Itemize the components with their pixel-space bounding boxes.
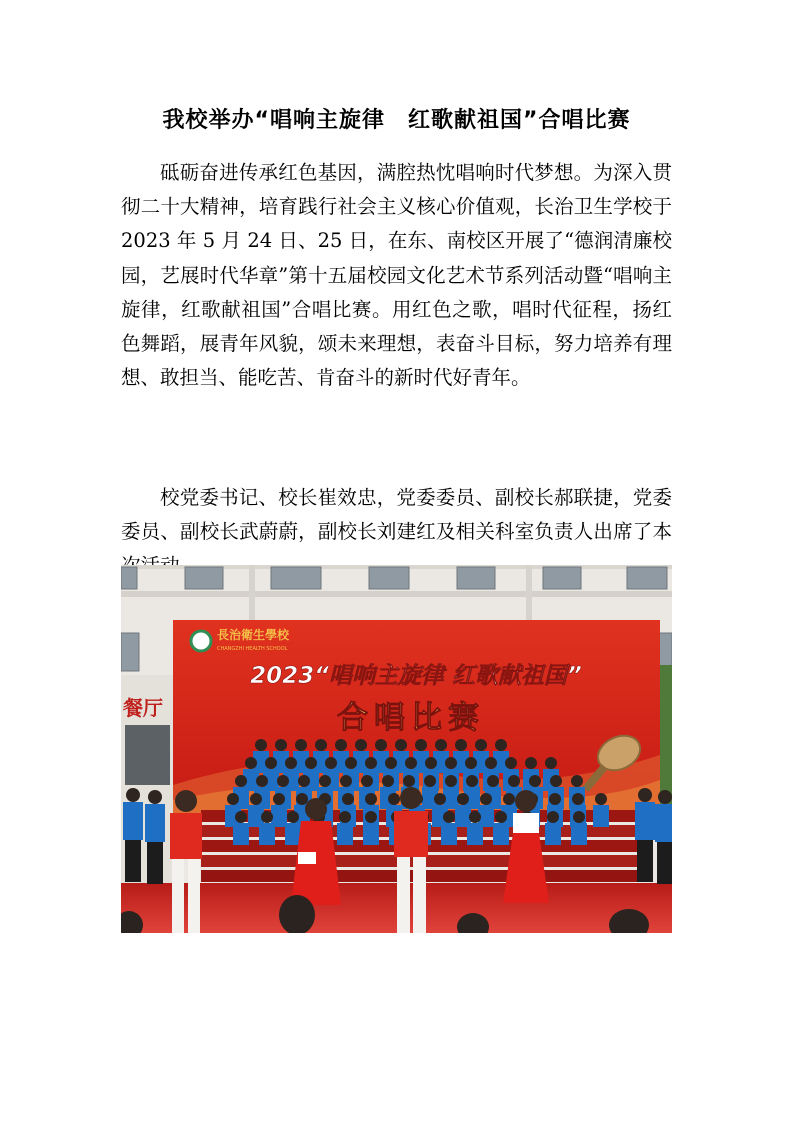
choir-member-head (466, 775, 478, 787)
choir-member-head (469, 811, 481, 823)
choir-member-uniform (545, 823, 561, 845)
choir-member-head (485, 757, 497, 769)
choir-member-head (457, 793, 469, 805)
choir-member-head (365, 757, 377, 769)
article-title: 我校举办“唱响主旋律 红歌献祖国”合唱比赛 (162, 108, 631, 133)
choir-member-head (315, 739, 327, 751)
choir-member-head (287, 811, 299, 823)
choir-member-head (296, 793, 308, 805)
choir-member-head (361, 775, 373, 787)
choir-member-head (571, 775, 583, 787)
choir-member-uniform (593, 805, 609, 827)
choir-member-head (295, 739, 307, 751)
article-paragraph-2: 校党委书记、校长崔效忠，党委委员、副校长郝联捷，党委委员、副校长武蔚蔚，副校长刘建红及相关科室负责人出席了本 (121, 486, 672, 544)
banner-school-name-en: CHANGZHI HEALTH SCHOOL (217, 646, 288, 652)
choir-member-head (345, 757, 357, 769)
choir-member-head (382, 775, 394, 787)
side-student-head (658, 790, 672, 804)
choir-member-head (573, 811, 585, 823)
choir-member-head (385, 757, 397, 769)
choir-member-head (455, 739, 467, 751)
choir-member-head (503, 793, 515, 805)
choir-member-head (375, 739, 387, 751)
choir-member-head (487, 775, 499, 787)
side-student-uniform (123, 802, 143, 840)
choir-member-uniform (493, 823, 509, 845)
choir-member-head (365, 793, 377, 805)
choir-member-uniform (571, 823, 587, 845)
choir-member-head (547, 811, 559, 823)
side-student-uniform (655, 804, 672, 842)
choir-member-head (595, 793, 607, 805)
choir-member-uniform (441, 823, 457, 845)
choir-member-head (434, 793, 446, 805)
choir-member-head (285, 757, 297, 769)
choir-member-head (435, 739, 447, 751)
choir-member-head (235, 775, 247, 787)
choir-member-head (277, 775, 289, 787)
choir-member-head (325, 757, 337, 769)
choir-member-head (355, 739, 367, 751)
choir-member-uniform (233, 823, 249, 845)
choir-member-head (405, 757, 417, 769)
choir-member-head (465, 757, 477, 769)
choir-member-uniform (467, 823, 483, 845)
choir-member-head (319, 775, 331, 787)
choir-member-head (261, 811, 273, 823)
choir-member-head (475, 739, 487, 751)
choir-member-head (298, 775, 310, 787)
choir-member-head (415, 739, 427, 751)
choir-member-head (365, 811, 377, 823)
choir-member-head (443, 811, 455, 823)
school-logo-icon (191, 631, 211, 651)
choir-member-head (395, 739, 407, 751)
side-student-uniform (145, 804, 165, 842)
choir-member-head (235, 811, 247, 823)
choir-member-head (495, 811, 507, 823)
choir-member-head (227, 793, 239, 805)
choir-member-head (445, 775, 457, 787)
choir-member-head (424, 775, 436, 787)
side-student-head (148, 790, 162, 804)
choir-member-uniform (337, 823, 353, 845)
side-student-head (126, 788, 140, 802)
side-student-legs (637, 840, 653, 882)
choir-member-head (549, 793, 561, 805)
choir-member-head (245, 757, 257, 769)
choir-member-head (339, 811, 351, 823)
choir-member-head (495, 739, 507, 751)
side-student-uniform (635, 802, 655, 840)
choir-member-head (525, 757, 537, 769)
choir-member-head (445, 757, 457, 769)
choir-member-uniform (259, 823, 275, 845)
choir-member-head (425, 757, 437, 769)
choir-member-head (250, 793, 262, 805)
choir-member-head (529, 775, 541, 787)
choir-member-head (265, 757, 277, 769)
choir-member-head (273, 793, 285, 805)
choir-member-uniform (363, 823, 379, 845)
side-student-legs (657, 842, 672, 884)
choir-member-head (388, 793, 400, 805)
choir-member-head (550, 775, 562, 787)
choir-member-head (256, 775, 268, 787)
side-student-legs (147, 842, 163, 884)
choir-member-head (572, 793, 584, 805)
choir-member-head (545, 757, 557, 769)
event-photo (121, 565, 672, 933)
choir-member-head (505, 757, 517, 769)
choir-member-head (342, 793, 354, 805)
choir-member-head (508, 775, 520, 787)
choir-member-head (403, 775, 415, 787)
banner-school-name: 長治衛生學校 (217, 628, 290, 642)
choir-member-head (335, 739, 347, 751)
building-sign: 餐厅 (123, 696, 163, 720)
side-student-head (638, 788, 652, 802)
article-paragraph-1: 砥砺奋进传承红色基因，满腔热忱唱响时代梦想。为深入贯彻二十大精神，培育践行社会主义核心价值观，长治卫生学校于 2023 年 5 月 24 日、25 日，在东、南校区开展了“德润清廉校园，艺展时代华章”第十五届校园文化艺术节系列活动暨“唱响主旋律，红歌献祖国”合唱比赛。用红色之歌，唱时代征程，扬红色舞蹈，展青年风貌，颂未来理想，表奋斗目标，努力培养有理想、敢担当、能吃苦、肯奋斗的新时代好青年。 (121, 161, 672, 390)
choir-member-head (480, 793, 492, 805)
banner-heading: 2023“唱响主旋律 红歌献祖国” (250, 663, 582, 689)
choir-member-head (305, 757, 317, 769)
choir-member-head (255, 739, 267, 751)
banner-subheading: 合唱比赛 (337, 700, 485, 736)
choir-member-head (275, 739, 287, 751)
choir-member-head (340, 775, 352, 787)
side-student-legs (125, 840, 141, 882)
